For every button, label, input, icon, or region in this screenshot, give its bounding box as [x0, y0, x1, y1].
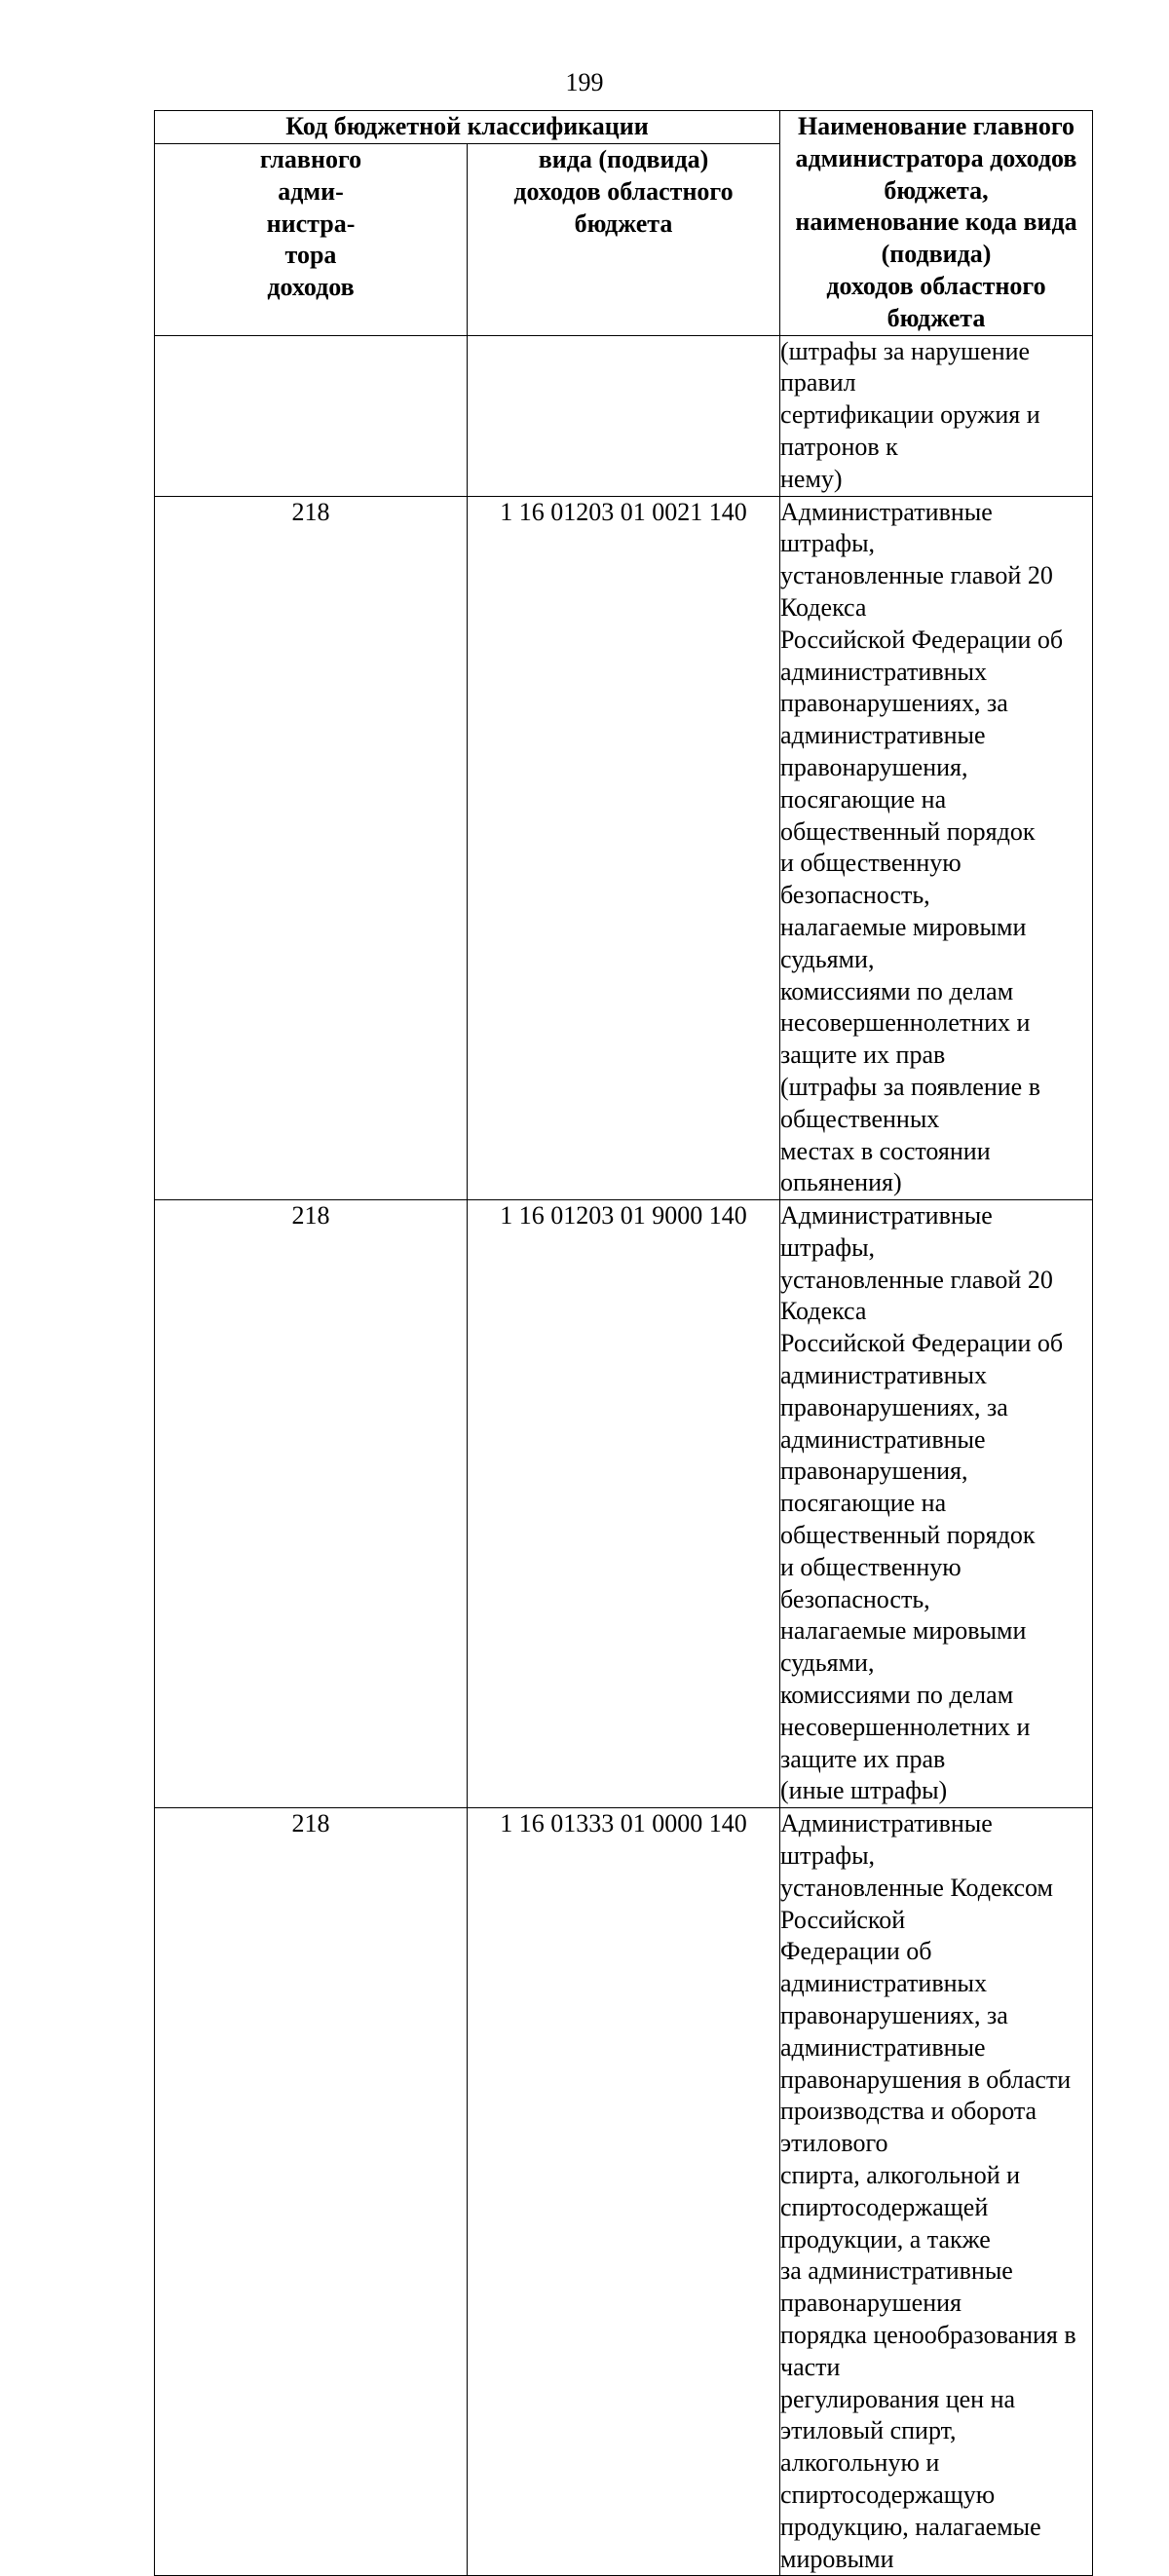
- income-name-line: комиссиями по делам: [780, 976, 1014, 1005]
- income-name-line: порядка ценообразования в части: [780, 2320, 1076, 2381]
- income-name-line: спирта, алкогольной и: [780, 2161, 1021, 2189]
- income-code-cell: 1 16 01203 01 9000 140: [468, 1200, 780, 1808]
- header-kind-column: [468, 144, 780, 336]
- income-code-cell: [468, 335, 780, 496]
- income-name-line: за административные правонарушения: [780, 2256, 1013, 2318]
- income-name-line: Административные штрафы,: [780, 1809, 993, 1871]
- admin-code-cell: 218: [155, 1808, 468, 2576]
- income-name-line: алкогольную и спиртосодержащую: [780, 2448, 996, 2509]
- income-name-line: Федерации об административных: [780, 1937, 987, 1998]
- header-admin-column: [155, 144, 468, 336]
- budget-classification-table: [154, 110, 1093, 2576]
- header-admin-line: адми-: [278, 176, 344, 206]
- table-row: [155, 496, 1093, 1200]
- income-name-line: несовершеннолетних и защите их прав: [780, 1008, 1031, 1070]
- table-row: [155, 335, 1093, 496]
- income-code-cell: 1 16 01203 01 0021 140: [468, 496, 780, 1200]
- income-name-line: Административные штрафы,: [780, 1201, 993, 1262]
- header-row-group: [155, 111, 1093, 144]
- income-name-line: налагаемые мировыми судьями,: [780, 1616, 1027, 1678]
- income-name-cell: [780, 496, 1093, 1200]
- header-kind-line: бюджета: [574, 208, 673, 238]
- income-name-line: (штрафы за нарушение правил: [780, 336, 1031, 398]
- income-name-line: продукцию, налагаемые мировыми: [780, 2512, 1041, 2573]
- header-name-line: Наименование главного: [797, 112, 1075, 140]
- header-admin-line: нистра-: [266, 208, 356, 238]
- income-name-line: Административные штрафы,: [780, 497, 993, 558]
- admin-code-cell: 218: [155, 496, 468, 1200]
- income-code-cell: 1 16 01333 01 0000 140: [468, 1808, 780, 2576]
- header-admin-line: тора: [284, 241, 337, 270]
- header-kind-line: доходов областного: [513, 176, 734, 206]
- income-name-line: посягающие на общественный порядок: [780, 1489, 1036, 1550]
- income-name-line: административные правонарушения,: [780, 721, 986, 781]
- group-header-budget-code: Код бюджетной классификации: [155, 111, 780, 144]
- page-number: 199: [565, 68, 604, 96]
- header-admin-line: главного: [259, 145, 362, 173]
- income-name-line: посягающие на общественный порядок: [780, 784, 1036, 846]
- income-name-line: производства и оборота этилового: [780, 2097, 1037, 2158]
- income-name-line: установленные главой 20 Кодекса: [780, 561, 1053, 622]
- income-name-line: сертификации оружия и патронов к: [780, 400, 1040, 461]
- income-name-line: правонарушения в области: [780, 2065, 1072, 2094]
- income-name-line: несовершеннолетних и защите их прав: [780, 1712, 1031, 1773]
- income-name-line: местах в состоянии опьянения): [780, 1136, 991, 1197]
- table-row: [155, 1808, 1093, 2576]
- income-name-line: установленные главой 20 Кодекса: [780, 1265, 1053, 1326]
- income-name-line: (штрафы за появление в общественных: [780, 1072, 1040, 1133]
- income-name-line: комиссиями по делам: [780, 1681, 1014, 1710]
- income-name-line: регулирования цен на этиловый спирт,: [780, 2384, 1016, 2445]
- table-row: [155, 1200, 1093, 1808]
- income-name-line: Российской Федерации об: [780, 1329, 1064, 1358]
- income-name-line: установленные Кодексом Российской: [780, 1873, 1054, 1934]
- income-name-line: правонарушениях, за административные: [780, 2001, 1008, 2062]
- income-name-cell: [780, 1808, 1093, 2576]
- income-name-line: административные правонарушения,: [780, 1424, 986, 1486]
- header-name-line: администратора доходов бюджета,: [795, 143, 1077, 205]
- income-name-cell: [780, 335, 1093, 496]
- admin-code-cell: [155, 335, 468, 496]
- header-admin-line: доходов: [267, 273, 355, 302]
- header-kind-line: вида (подвида): [538, 145, 709, 173]
- income-name-line: нему): [780, 464, 843, 493]
- admin-code-cell: 218: [155, 1200, 468, 1808]
- income-name-line: административных правонарушениях, за: [780, 1361, 1008, 1421]
- table-body: [155, 335, 1093, 2576]
- income-name-line: (иные штрафы): [780, 1776, 948, 1805]
- header-name-column: [780, 111, 1093, 336]
- income-name-line: и общественную безопасность,: [780, 1552, 962, 1613]
- income-name-line: Российской Федерации об: [780, 625, 1064, 654]
- income-name-line: и общественную безопасность,: [780, 849, 962, 910]
- header-name-line: наименование кода вида (подвида): [795, 208, 1077, 269]
- income-name-line: административных правонарушениях, за: [780, 657, 1008, 718]
- income-name-cell: [780, 1200, 1093, 1808]
- income-name-line: налагаемые мировыми судьями,: [780, 912, 1027, 973]
- income-name-line: спиртосодержащей продукции, а также: [780, 2192, 991, 2254]
- header-name-line: доходов областного бюджета: [826, 271, 1046, 332]
